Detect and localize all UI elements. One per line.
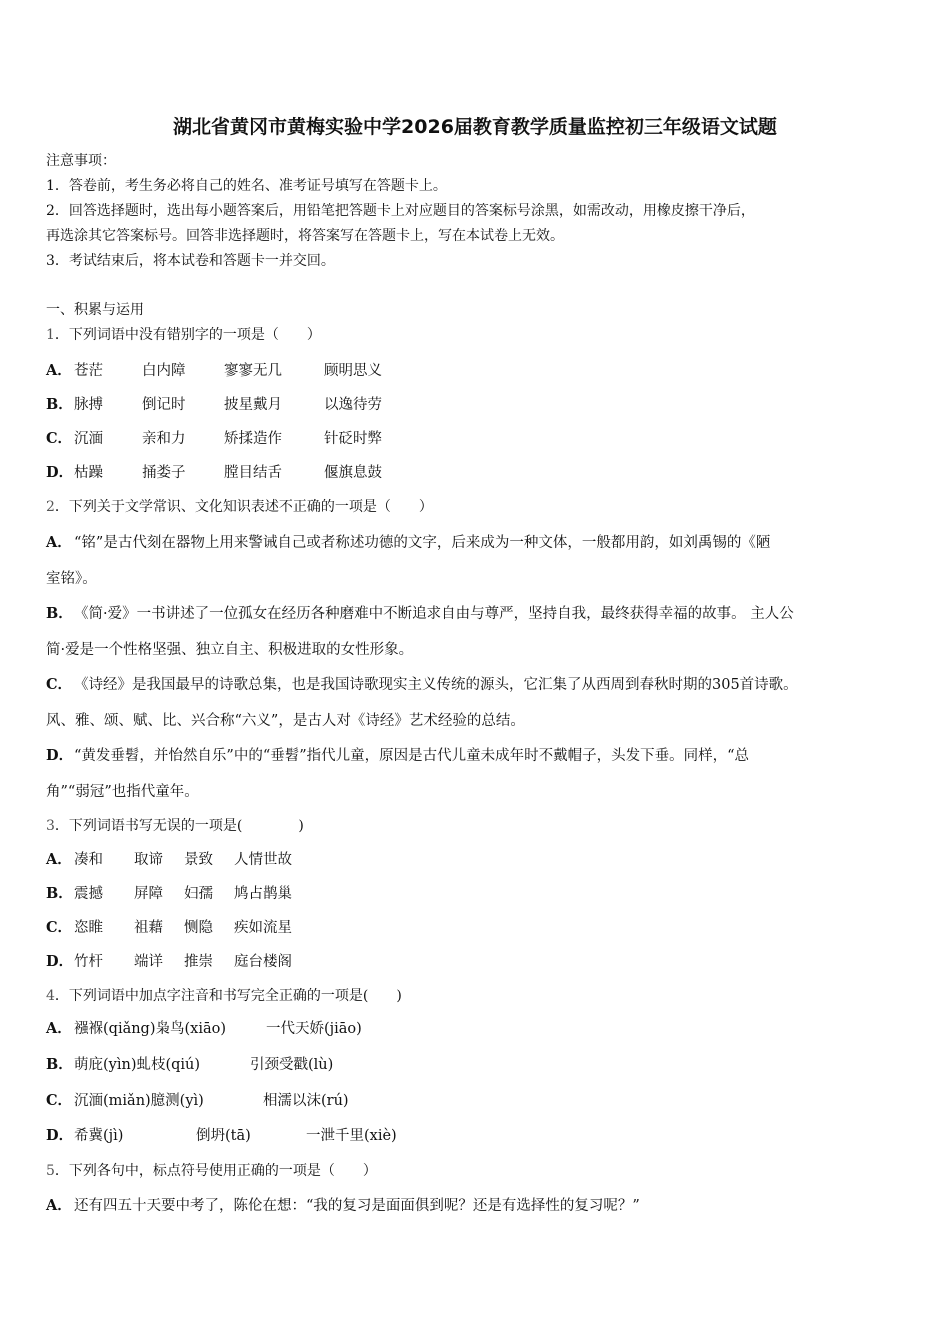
option-text: 角”“弱冠”也指代童年。 [46,784,199,800]
notice-heading: 注意事项： [46,153,116,169]
option-label: C． [46,919,73,936]
section-heading: 一、积累与运用 [46,302,144,318]
q2-option-b[interactable] [46,604,794,624]
option-word: 矫揉造作 [224,431,282,447]
option-word: 偃旗息鼓 [324,465,382,481]
option-word: 白内障 [142,363,186,379]
option-word: 人情世故 [234,852,292,868]
option-label: A． [46,851,72,868]
option-word: 庭台楼阁 [234,954,292,970]
option-word: 妇孺 [184,886,213,902]
option-label: C． [46,676,73,693]
question-number: 5 [46,1163,55,1179]
option-text: 室铭》。 [46,571,97,587]
question-1-stem [46,325,321,345]
option-word: 相濡以沫(rú) [263,1093,349,1109]
q3-option-b[interactable] [46,884,292,904]
notice-item: 3．考试结束后，将本试卷和答题卡一并交回。 [46,253,335,269]
q2-option-c[interactable] [46,675,798,695]
option-word: 以逸待劳 [324,397,382,413]
q4-option-d[interactable] [46,1126,397,1146]
option-word: 希冀(jì) [74,1128,124,1144]
option-word: 倒坍(tā) [196,1128,251,1144]
option-label: C． [46,430,73,447]
question-3-stem [46,816,304,836]
q1-option-a[interactable] [46,361,382,381]
option-text: 还有四五十天要中考了，陈伦在想：“我的复习是面面俱到呢？还是有选择性的复习呢？” [74,1198,640,1214]
question-5-stem [46,1161,377,1181]
option-word: 取谛 [134,852,163,868]
option-label: B． [46,885,73,902]
option-label: B． [46,1056,73,1073]
question-text: ．下列关于文学常识、文化知识表述不正确的一项是（ ） [54,499,433,515]
question-number: 3 [46,818,55,834]
question-number: 1 [46,327,55,343]
q4-option-c[interactable] [46,1091,349,1111]
option-word: 疾如流星 [234,920,292,936]
question-text: ．下列词语中加点字注音和书写完全正确的一项是( ) [54,988,402,1004]
question-2-stem [46,497,433,517]
option-word: 端详 [134,954,163,970]
option-text: 《诗经》是我国最早的诗歌总集，也是我国诗歌现实主义传统的源头，它汇集了从西周到春秋时期的305首诗歌。 [74,677,798,693]
q1-option-b[interactable] [46,395,382,415]
option-word: 竹杆 [74,954,103,970]
option-word: 亲和力 [142,431,186,447]
option-word: 苍茫 [74,363,103,379]
notice-item: 再选涂其它答案标号。回答非选择题时，将答案写在答题卡上，写在本试卷上无效。 [46,228,564,244]
option-word: 一代天娇(jiāo) [266,1021,362,1037]
q2-option-b-continued [46,640,413,660]
question-number: 2 [46,499,55,515]
option-word: 恣睢 [74,920,103,936]
option-word: 膛目结舌 [224,465,282,481]
question-text: ．下列各句中，标点符号使用正确的一项是（ ） [54,1163,377,1179]
option-word: 披星戴月 [224,397,282,413]
option-word: 顾明思义 [324,363,382,379]
option-text: “黄发垂髫，并怡然自乐”中的“垂髫”指代儿童，原因是古代儿童未成年时不戴帽子，头发下垂。同样，“总 [74,748,750,764]
option-word: 祖藉 [134,920,163,936]
option-word: 枯躁 [74,465,103,481]
option-label: C． [46,1092,73,1109]
option-word: 推崇 [184,954,213,970]
q4-option-a[interactable] [46,1019,362,1039]
option-word: 引颈受戳(lù) [250,1057,334,1073]
q2-option-a-continued [46,569,97,589]
q2-option-c-continued [46,711,525,731]
option-text: “铭”是古代刻在器物上用来警诫自己或者称述功德的文字，后来成为一种文体，一般都用韵，如刘禹锡的《陋 [74,535,771,551]
option-label: D． [46,747,74,764]
q3-option-d[interactable] [46,952,292,972]
question-text: ．下列词语中没有错别字的一项是（ ） [54,327,321,343]
option-label: A． [46,1020,72,1037]
option-word: 沉湎 [74,431,103,447]
option-word: 景致 [184,852,213,868]
option-word: 恻隐 [184,920,213,936]
q5-option-a[interactable] [46,1196,640,1216]
q3-option-a[interactable] [46,850,292,870]
question-number: 4 [46,988,55,1004]
q1-option-c[interactable] [46,429,382,449]
option-label: A． [46,534,72,551]
q2-option-d-continued [46,782,199,802]
option-word: 针砭时弊 [324,431,382,447]
option-text: 《简·爱》一书讲述了一位孤女在经历各种磨难中不断追求自由与尊严，坚持自我，最终获得幸福的故事。 主人公 [74,606,794,622]
q2-option-d[interactable] [46,746,749,766]
question-4-stem [46,986,402,1006]
option-label: D． [46,464,74,481]
option-word: 倒记时 [142,397,186,413]
q2-option-a[interactable] [46,533,770,553]
option-label: B． [46,396,73,413]
option-word: 沉湎(miǎn)臆测(yì) [74,1093,204,1109]
option-word: 萌庇(yìn)虬枝(qiú) [74,1057,201,1073]
option-word: 寥寥无几 [224,363,282,379]
option-label: A． [46,362,72,379]
option-word: 脉搏 [74,397,103,413]
question-text: ．下列词语书写无误的一项是( ) [54,818,304,834]
q3-option-c[interactable] [46,918,292,938]
option-word: 屏障 [134,886,163,902]
option-word: 凑和 [74,852,103,868]
option-label: D． [46,953,74,970]
option-label: D． [46,1127,74,1144]
option-word: 捅娄子 [142,465,186,481]
option-word: 震撼 [74,886,103,902]
option-label: B． [46,605,73,622]
option-word: 襁褓(qiǎng)枭鸟(xiāo) [74,1021,227,1037]
option-word: 鸠占鹊巢 [234,886,292,902]
option-text: 风、雅、颂、赋、比、兴合称“六义”，是古人对《诗经》艺术经验的总结。 [46,713,525,729]
q1-option-d[interactable] [46,463,382,483]
q4-option-b[interactable] [46,1055,333,1075]
notice-item: 1．答卷前，考生务必将自己的姓名、准考证号填写在答题卡上。 [46,178,447,194]
option-word: 一泄千里(xiè) [306,1128,397,1144]
notice-item: 2．回答选择题时，选出每小题答案后，用铅笔把答题卡上对应题目的答案标号涂黑，如需改动，用橡皮擦干净后， [46,203,755,219]
page-title: 湖北省黄冈市黄梅实验中学2026届教育教学质量监控初三年级语文试题 [173,116,777,138]
option-text: 简·爱是一个性格坚强、独立自主、积极进取的女性形象。 [46,642,414,658]
option-label: A． [46,1197,72,1214]
